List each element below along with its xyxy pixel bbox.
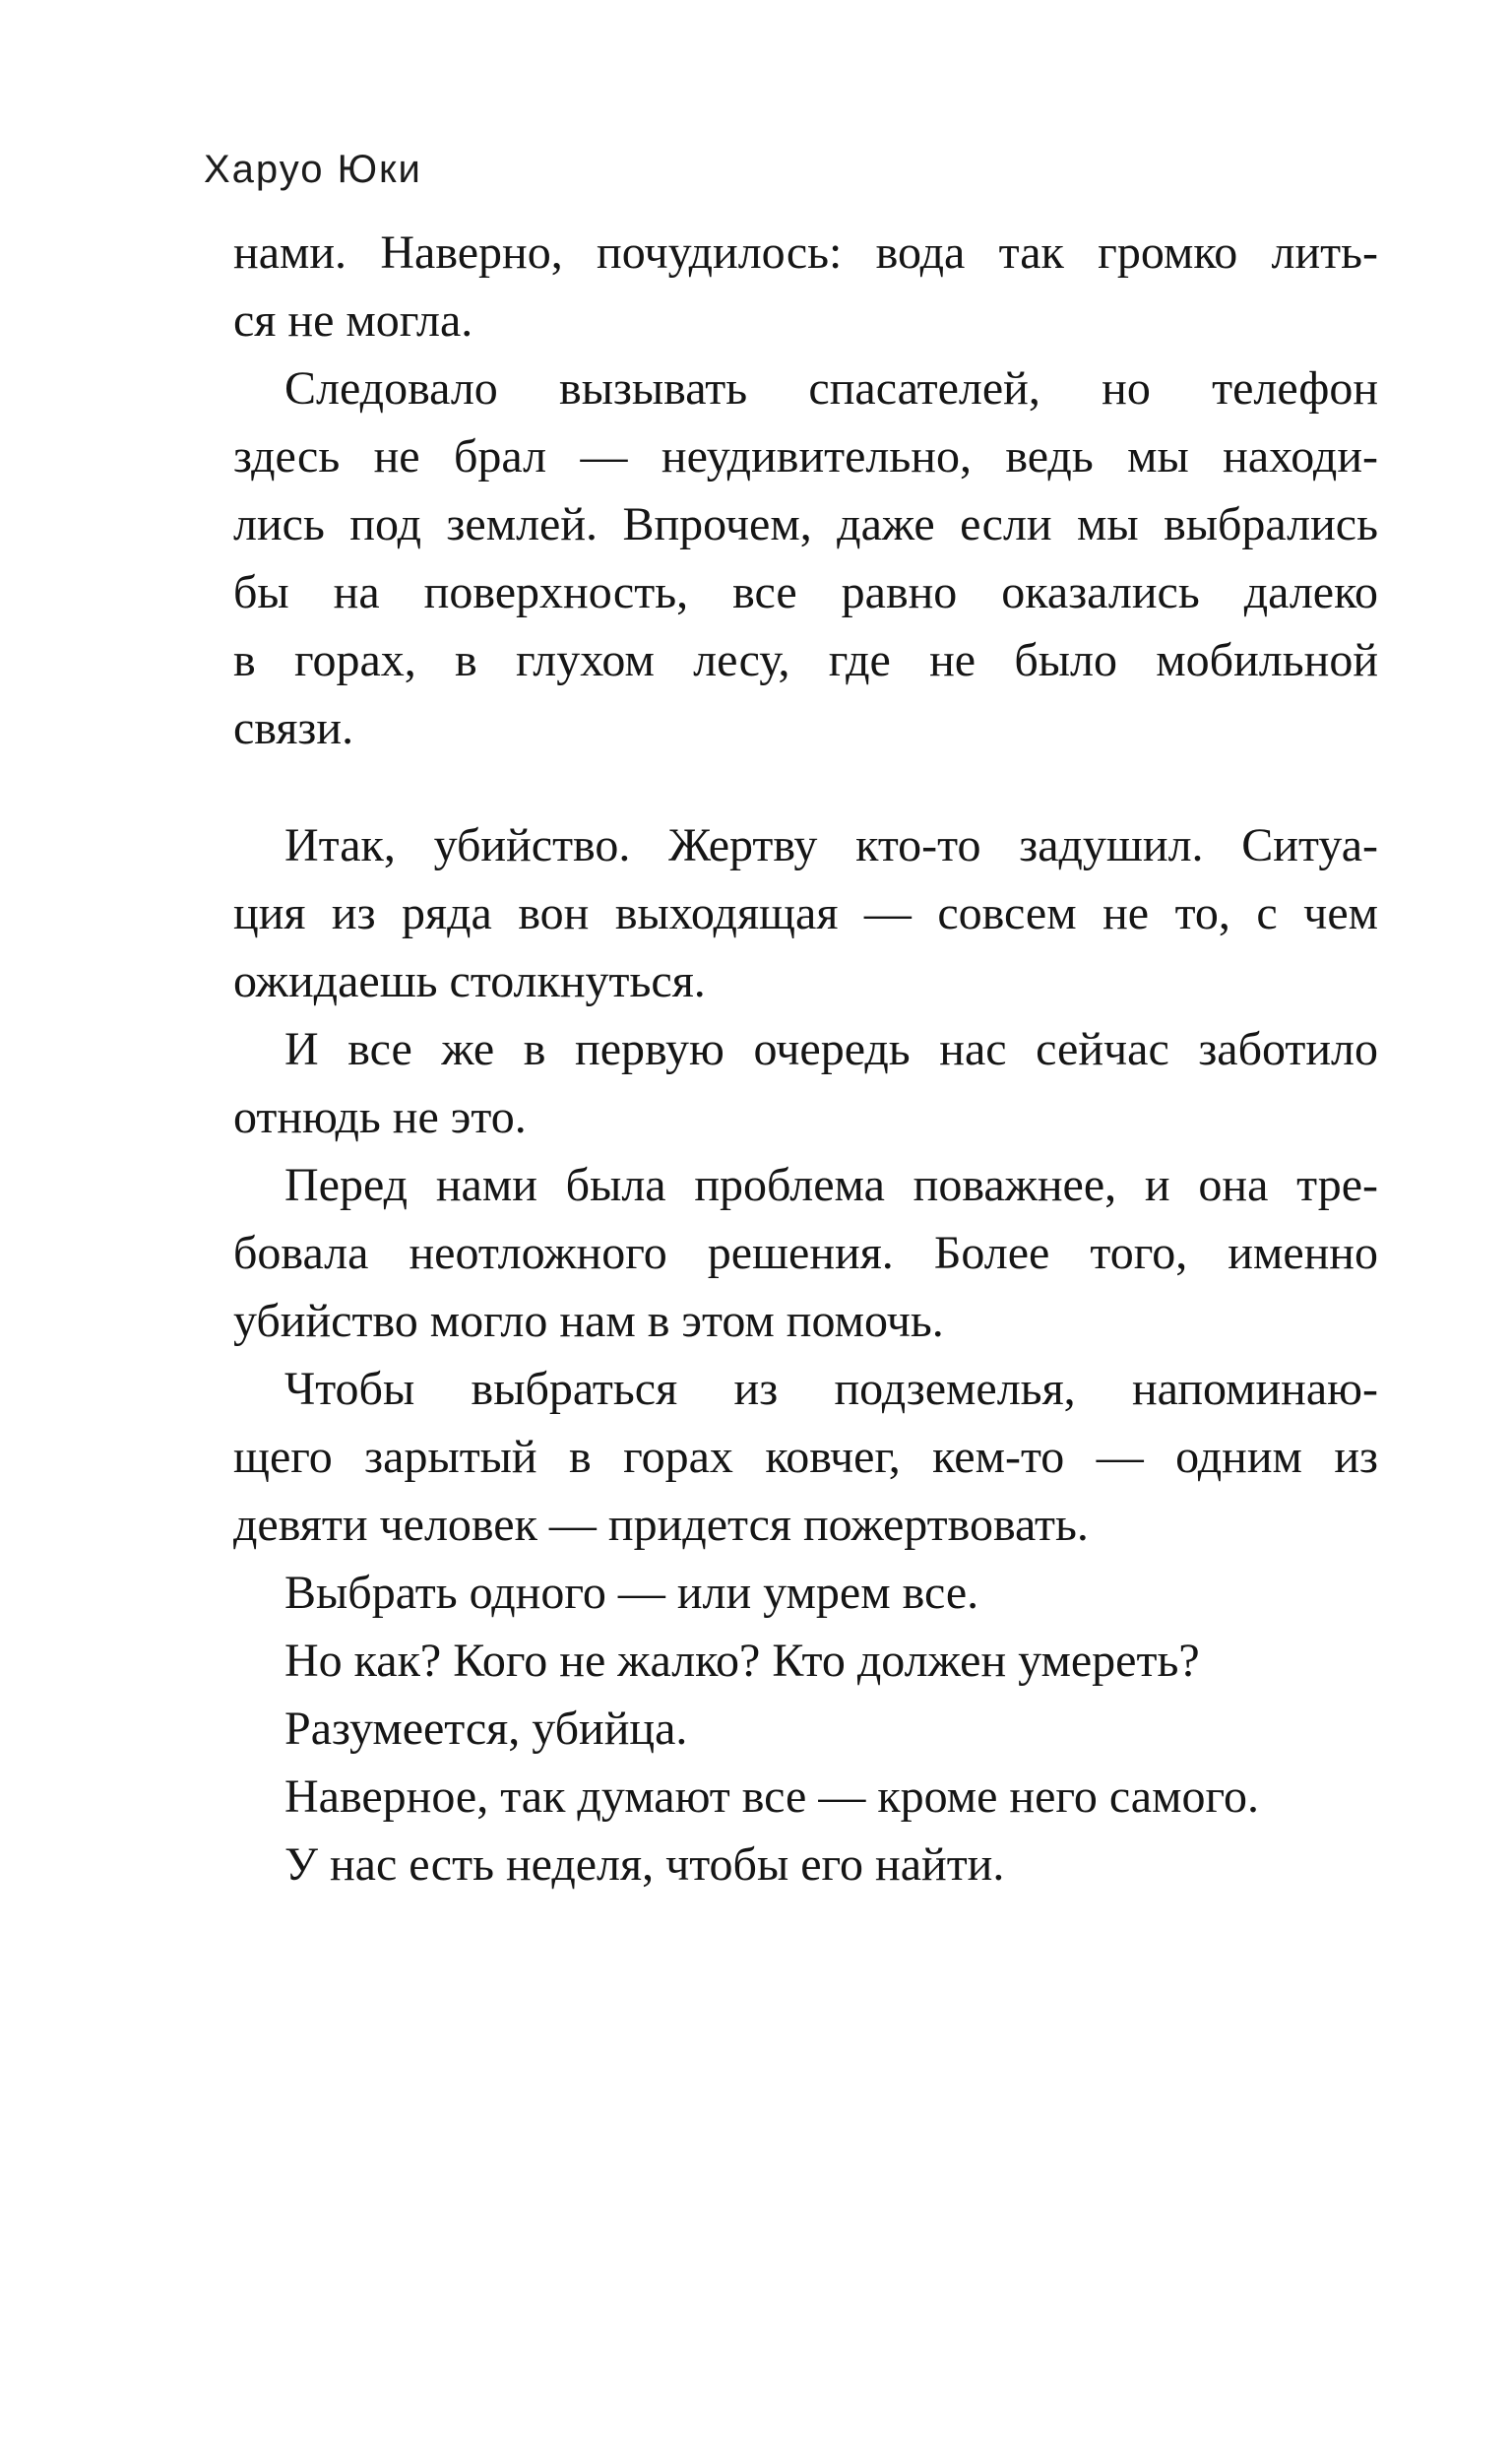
text-line: здесь не брал — неудивительно, ведь мы находи- — [233, 430, 1378, 482]
text-line: бы на поверхность, все равно оказались далеко — [233, 566, 1378, 618]
text-line: Наверное, так думают все — кроме него самого. — [284, 1770, 1259, 1823]
text-line: щего зарытый в горах ковчег, кем-то — одним из — [233, 1431, 1378, 1483]
text-line: отнюдь не это. — [233, 1091, 527, 1143]
text-line: лись под землей. Впрочем, даже если мы выбрались — [233, 498, 1378, 550]
paragraph — [233, 811, 1378, 1015]
paragraph — [233, 354, 1378, 762]
paragraph — [233, 1151, 1378, 1355]
paragraph — [233, 1559, 1378, 1627]
text-line: ция из ряда вон выходящая — совсем не то, с чем — [233, 887, 1378, 939]
paragraph — [233, 1831, 1378, 1898]
text-line: бовала неотложного решения. Более того, именно — [233, 1227, 1378, 1279]
body-text-block — [233, 219, 1378, 1898]
paragraph — [233, 219, 1378, 354]
text-line: в горах, в глухом лесу, где не было мобильной — [233, 634, 1378, 686]
text-line: связи. — [233, 702, 354, 754]
text-line: убийство могло нам в этом помочь. — [233, 1295, 944, 1347]
text-line: нами. Наверно, почудилось: вода так громко лить- — [233, 226, 1378, 279]
text-line: Выбрать одного — или умрем все. — [284, 1567, 979, 1619]
page-header-author: Харуо Юки — [204, 148, 422, 191]
text-line: Итак, убийство. Жертву кто-то задушил. Ситуа- — [284, 819, 1378, 871]
paragraph — [233, 1763, 1378, 1831]
paragraph — [233, 1695, 1378, 1763]
text-line: Чтобы выбраться из подземелья, напоминаю- — [284, 1363, 1378, 1415]
text-line: И все же в первую очередь нас сейчас заботило — [284, 1023, 1378, 1075]
text-line: Разумеется, убийца. — [284, 1703, 688, 1755]
text-line: Перед нами была проблема поважнее, и она тре- — [284, 1159, 1378, 1211]
text-line: Но как? Кого не жалко? Кто должен умереть? — [284, 1635, 1200, 1687]
text-line: девяти человек — придется пожертвовать. — [233, 1499, 1089, 1551]
paragraph — [233, 1627, 1378, 1695]
text-line: ся не могла. — [233, 294, 473, 347]
paragraph — [233, 1355, 1378, 1559]
text-line: ожидаешь столкнуться. — [233, 955, 706, 1007]
text-line: У нас есть неделя, чтобы его найти. — [284, 1838, 1005, 1891]
text-line: Следовало вызывать спасателей, но телефон — [284, 362, 1378, 415]
paragraph — [233, 1015, 1378, 1151]
